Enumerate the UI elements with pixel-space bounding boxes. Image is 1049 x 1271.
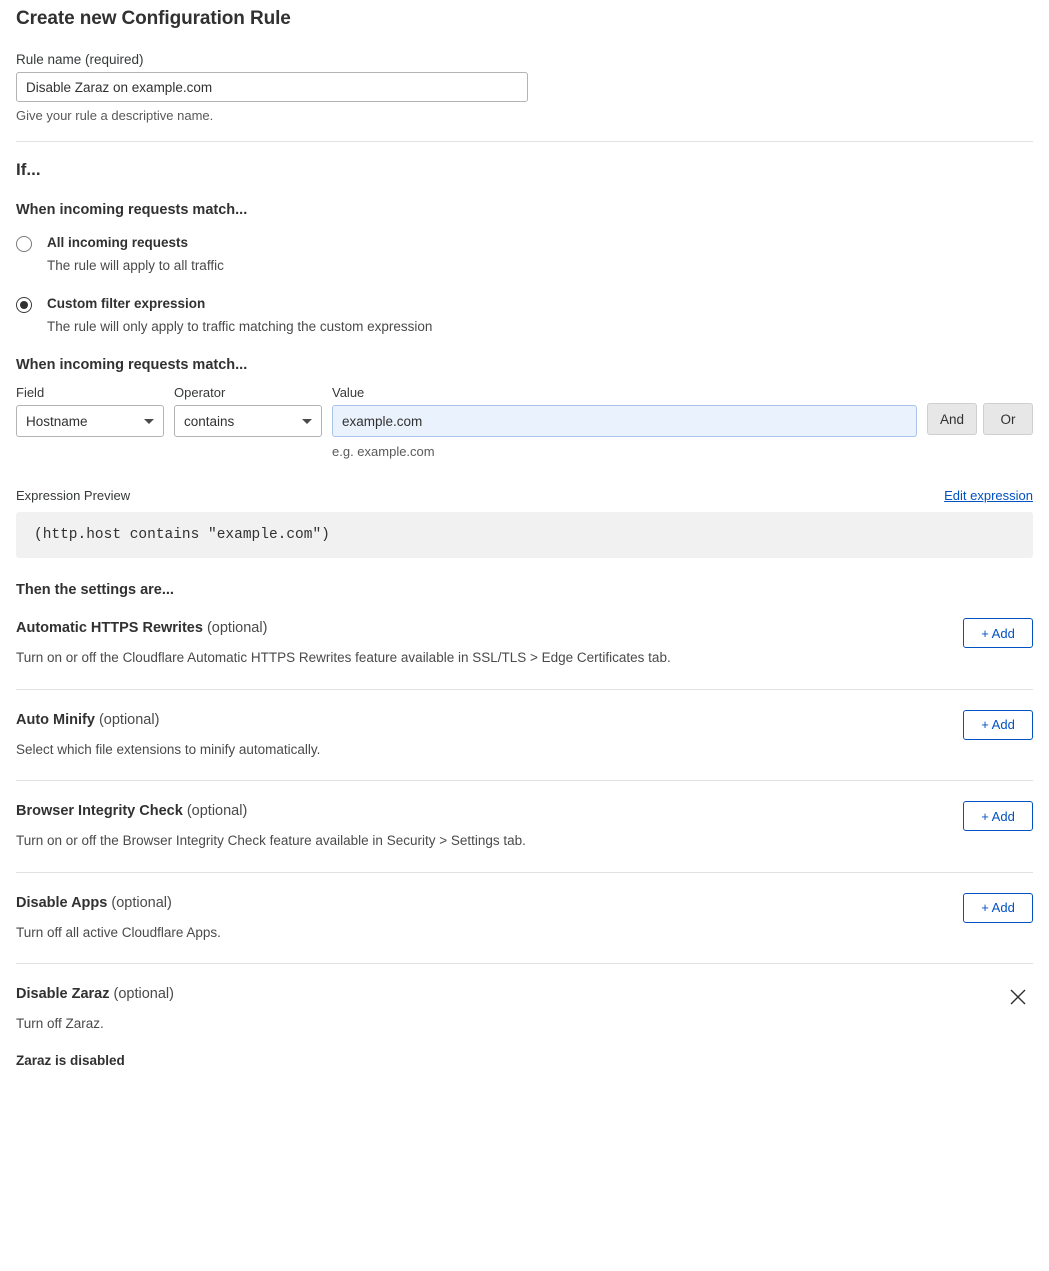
page-title: Create new Configuration Rule: [16, 8, 291, 29]
radio-desc-custom-filter: The rule will only apply to traffic matching the custom expression: [47, 318, 433, 334]
radio-desc-all-requests: The rule will apply to all traffic: [47, 258, 224, 273]
close-icon: [1007, 986, 1029, 1008]
if-section-heading: If...: [16, 160, 41, 179]
setting-description: Turn off Zaraz.: [16, 1016, 104, 1032]
add-button-auto-minify[interactable]: + Add: [963, 710, 1033, 740]
setting-optional-tag: (optional): [98, 711, 160, 728]
and-button[interactable]: And: [927, 403, 977, 435]
edit-expression-link[interactable]: Edit expression: [944, 488, 1033, 504]
setting-description: Select which file extensions to minify automatically.: [16, 741, 321, 757]
radio-icon-all-requests[interactable]: [16, 236, 32, 252]
setting-name: Browser Integrity Check: [16, 803, 183, 820]
setting-title: [16, 803, 1033, 819]
rule-name-label: Rule name (required): [16, 52, 144, 67]
setting-name: Disable Zaraz: [16, 986, 110, 1003]
radio-label-all-requests: All incoming requests: [47, 235, 189, 250]
setting-title: [16, 712, 1033, 728]
setting-title: [16, 620, 1033, 636]
value-column: [332, 385, 917, 459]
or-button[interactable]: Or: [983, 403, 1033, 435]
setting-description: Turn on or off the Cloudflare Automatic HTTPS Rewrites feature available in SSL/TLS > Edge Certificates tab.: [16, 650, 671, 666]
chevron-down-icon: [302, 419, 312, 424]
field-label: Field: [16, 385, 45, 401]
add-button-automatic-https-rewrites[interactable]: + Add: [963, 618, 1033, 648]
operator-label: Operator: [174, 385, 226, 401]
expression-preview-box: (http.host contains "example.com"): [16, 512, 1033, 558]
setting-optional-tag: (optional): [113, 986, 174, 1003]
expression-preview-header: [16, 488, 1033, 503]
divider: [16, 141, 1033, 142]
radio-label-custom-filter: Custom filter expression: [47, 295, 206, 311]
add-button-browser-integrity-check[interactable]: + Add: [963, 801, 1033, 831]
chevron-down-icon: [144, 419, 154, 424]
operator-column: [174, 385, 322, 437]
field-select[interactable]: [16, 405, 164, 437]
rule-name-input[interactable]: [16, 72, 528, 102]
setting-description: Turn on or off the Browser Integrity Check feature available in Security > Settings tab.: [16, 833, 526, 849]
value-input[interactable]: [332, 405, 917, 437]
field-column: [16, 385, 164, 437]
radio-option-all-requests[interactable]: [16, 234, 1033, 275]
match-heading: When incoming requests match...: [16, 202, 248, 218]
operator-select-value: contains: [184, 413, 235, 429]
setting-auto-minify: [16, 690, 1033, 782]
field-select-value: Hostname: [26, 413, 88, 429]
setting-disable-zaraz: [16, 964, 1033, 1090]
filter-row: [16, 385, 1033, 459]
setting-title: [16, 895, 1033, 911]
radio-icon-custom-filter[interactable]: [16, 297, 32, 313]
setting-disable-apps: [16, 873, 1033, 965]
setting-description: Turn off all active Cloudflare Apps.: [16, 924, 221, 940]
setting-automatic-https-rewrites: [16, 598, 1033, 690]
setting-name: Disable Apps: [16, 894, 108, 911]
radio-option-custom-filter[interactable]: [16, 295, 1033, 336]
value-label: Value: [332, 385, 365, 401]
setting-name: Automatic HTTPS Rewrites: [16, 620, 203, 637]
remove-setting-button[interactable]: [1007, 986, 1029, 1008]
setting-optional-tag: (optional): [206, 620, 268, 637]
setting-optional-tag: (optional): [111, 894, 172, 911]
zaraz-status-text: Zaraz is disabled: [16, 1052, 125, 1068]
add-button-disable-apps[interactable]: + Add: [963, 893, 1033, 923]
configuration-rule-form: [0, 8, 1049, 1090]
rule-name-help: Give your rule a descriptive name.: [16, 108, 214, 123]
setting-name: Auto Minify: [16, 711, 95, 728]
operator-select[interactable]: [174, 405, 322, 437]
then-heading: Then the settings are...: [16, 582, 174, 599]
value-hint: e.g. example.com: [332, 444, 435, 460]
setting-optional-tag: (optional): [186, 803, 248, 820]
setting-title: [16, 986, 1033, 1002]
match-options: [16, 234, 1033, 335]
expression-preview-label: Expression Preview: [16, 488, 131, 504]
setting-browser-integrity-check: [16, 781, 1033, 873]
filter-heading: When incoming requests match...: [16, 357, 248, 374]
